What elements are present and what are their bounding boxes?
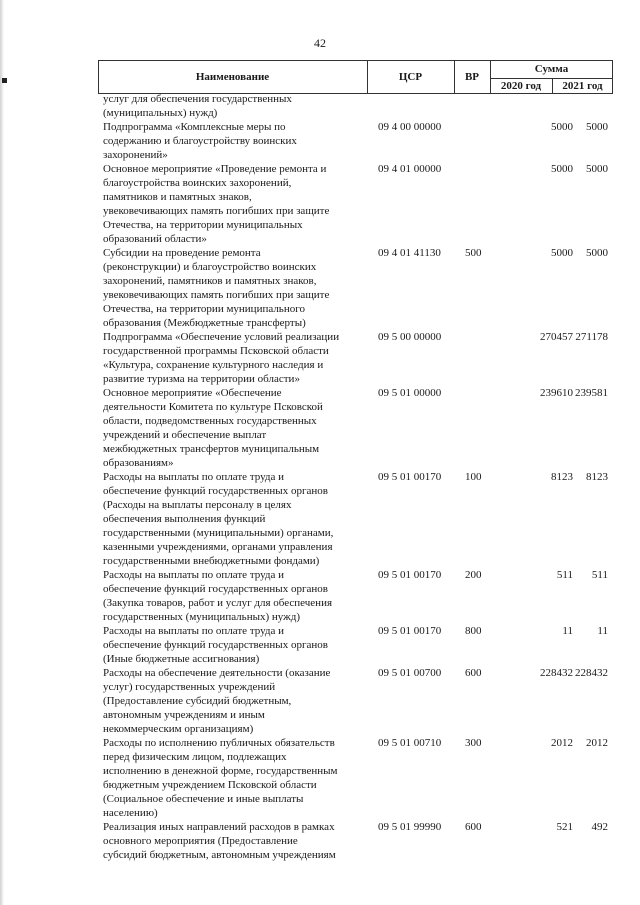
row-csr: 09 5 00 00000 — [378, 331, 442, 343]
row-name-line: государственной программы Псковской области — [103, 345, 329, 357]
row-name — [103, 330, 361, 386]
row-name-line: увековечивающих память погибших при защите — [103, 289, 330, 301]
scan-edge — [0, 0, 4, 905]
row-sum-2021: 5000 — [586, 121, 608, 133]
row-name-line: развитие туризма на территории области» — [103, 373, 300, 385]
row-name-line: образований области» — [103, 233, 207, 245]
row-name-line: государственных (муниципальных) нужд) — [103, 611, 300, 623]
row-sum-2021: 228432 — [575, 667, 608, 679]
row-name-line: субсидий бюджетным, автономным учреждениям — [103, 849, 336, 861]
row-vr: 500 — [465, 247, 482, 259]
row-name-line: захоронений» — [103, 149, 168, 161]
row-name — [103, 246, 361, 330]
row-sum-2020: 8123 — [551, 471, 573, 483]
row-name-line: (Закупка товаров, работ и услуг для обеспечения — [103, 597, 333, 609]
header-vr: ВР — [464, 71, 480, 83]
row-name-line: исполнению в денежной форме, государственным — [103, 765, 338, 777]
row-sum-2021: 5000 — [586, 247, 608, 259]
row-csr: 09 5 01 00000 — [378, 387, 442, 399]
row-sum-2020: 239610 — [540, 387, 573, 399]
row-csr: 09 4 01 41130 — [378, 247, 441, 259]
row-sum-2021: 8123 — [586, 471, 608, 483]
row-name-line: образования (Межбюджетные трансферты) — [103, 317, 306, 329]
row-name-line: области, подведомственных государственных — [103, 415, 317, 427]
row-csr: 09 5 01 99990 — [378, 821, 442, 833]
row-sum-2020: 5000 — [551, 247, 573, 259]
row-vr: 600 — [465, 667, 482, 679]
row-name-line: учреждений и обеспечение выплат — [103, 429, 267, 441]
row-name-line: Расходы на выплаты по оплате труда и — [103, 625, 285, 637]
row-name-line: населению) — [103, 807, 158, 819]
header-name: Наименование — [195, 71, 270, 83]
row-name-line: Отечества, на территории муниципального — [103, 303, 305, 315]
row-name — [103, 666, 361, 736]
row-sum-2020: 5000 — [551, 163, 573, 175]
page-number: 42 — [314, 36, 326, 50]
row-name-line: образованиям» — [103, 457, 174, 469]
row-sum-2021: 239581 — [575, 387, 608, 399]
row-sum-2021: 11 — [597, 625, 608, 637]
row-sum-2021: 2012 — [586, 737, 608, 749]
row-name-line: казенными учреждениями, органами управления — [103, 541, 333, 553]
row-csr: 09 5 01 00170 — [378, 471, 442, 483]
row-name-line: Расходы по исполнению публичных обязательств — [103, 737, 335, 749]
row-csr: 09 5 01 00170 — [378, 569, 442, 581]
row-sum-2020: 270457 — [540, 331, 573, 343]
row-sum-2021: 511 — [591, 569, 608, 581]
row-csr: 09 5 01 00700 — [378, 667, 442, 679]
row-name — [103, 120, 361, 162]
row-vr: 600 — [465, 821, 482, 833]
row-sum-2021: 5000 — [586, 163, 608, 175]
header-csr: ЦСР — [398, 71, 423, 83]
row-name — [103, 92, 361, 120]
row-name-line: благоустройства воинских захоронений, — [103, 177, 292, 189]
row-name-line: Подпрограмма «Обеспечение условий реализации — [103, 331, 340, 343]
row-name-line: деятельности Комитета по культуре Псковской — [103, 401, 323, 413]
row-name-line: межбюджетных трансфертов муниципальным — [103, 443, 320, 455]
row-name-line: автономным учреждениям и иным — [103, 709, 265, 721]
row-csr: 09 4 01 00000 — [378, 163, 442, 175]
row-sum-2020: 228432 — [540, 667, 573, 679]
row-name-line: услуг) государственных учреждений — [103, 681, 276, 693]
row-name-line: увековечивающих память погибших при защите — [103, 205, 330, 217]
header-sum: Сумма — [534, 63, 569, 75]
row-name-line: Расходы на выплаты по оплате труда и — [103, 569, 285, 581]
row-name — [103, 736, 361, 820]
row-name-line: государственными внебюджетными фондами) — [103, 555, 320, 567]
row-name-line: перед физическим лицом, подлежащих — [103, 751, 287, 763]
header-year-2021: 2021 год — [562, 80, 603, 92]
row-csr: 09 5 01 00710 — [378, 737, 442, 749]
row-name-line: обеспечение функций государственных органов — [103, 485, 328, 497]
row-sum-2020: 11 — [562, 625, 573, 637]
row-name-line: «Культура, сохранение культурного наследия и — [103, 359, 324, 371]
row-vr: 300 — [465, 737, 482, 749]
row-name-line: обеспечения выполнения функций — [103, 513, 266, 525]
row-name-line: (Иные бюджетные ассигнования) — [103, 653, 260, 665]
row-name-line: захоронений, памятников и памятных знаков, — [103, 275, 317, 287]
row-name-line: содержанию и благоустройству воинских — [103, 135, 297, 147]
table-header — [98, 60, 613, 94]
row-name-line: обеспечение функций государственных органов — [103, 583, 328, 595]
row-sum-2020: 521 — [556, 821, 573, 833]
row-name — [103, 624, 361, 666]
row-name-line: (муниципальных) нужд) — [103, 107, 218, 119]
row-name-line: Основное мероприятие «Проведение ремонта и — [103, 163, 327, 175]
row-name-line: обеспечение функций государственных органов — [103, 639, 328, 651]
row-sum-2021: 492 — [591, 821, 608, 833]
row-name-line: бюджетным учреждением Псковской области — [103, 779, 317, 791]
row-vr: 200 — [465, 569, 482, 581]
header-year-2020: 2020 год — [500, 80, 542, 92]
row-vr: 100 — [465, 471, 482, 483]
row-name-line: основного мероприятия (Предоставление — [103, 835, 298, 847]
row-name-line: государственными (муниципальными) органами, — [103, 527, 334, 539]
row-sum-2020: 5000 — [551, 121, 573, 133]
scan-mark — [2, 78, 7, 83]
row-name — [103, 386, 361, 470]
row-name-line: (реконструкции) и благоустройство воинских — [103, 261, 317, 273]
row-name — [103, 162, 361, 246]
row-name-line: услуг для обеспечения государственных — [103, 93, 292, 105]
row-name-line: Расходы на выплаты по оплате труда и — [103, 471, 285, 483]
row-csr: 09 4 00 00000 — [378, 121, 442, 133]
row-name — [103, 568, 361, 624]
row-name-line: Отечества, на территории муниципальных — [103, 219, 303, 231]
row-name — [103, 470, 361, 568]
row-name-line: (Социальное обеспечение и иные выплаты — [103, 793, 304, 805]
row-sum-2020: 511 — [556, 569, 573, 581]
row-name-line: (Предоставление субсидий бюджетным, — [103, 695, 292, 707]
row-vr: 800 — [465, 625, 482, 637]
sum-subheader-rule — [490, 78, 613, 79]
row-sum-2021: 271178 — [575, 331, 608, 343]
header-top-rule — [98, 60, 613, 61]
row-sum-2020: 2012 — [551, 737, 573, 749]
row-name-line: Расходы на обеспечение деятельности (оказание — [103, 667, 331, 679]
row-name-line: памятников и памятных знаков, — [103, 191, 252, 203]
row-name-line: Реализация иных направлений расходов в рамках — [103, 821, 335, 833]
row-name-line: (Расходы на выплаты персоналу в целях — [103, 499, 292, 511]
row-name-line: некоммерческим организациям) — [103, 723, 254, 735]
row-name — [103, 820, 361, 862]
row-csr: 09 5 01 00170 — [378, 625, 442, 637]
row-name-line: Субсидии на проведение ремонта — [103, 247, 261, 259]
row-name-line: Подпрограмма «Комплексные меры по — [103, 121, 286, 133]
row-name-line: Основное мероприятие «Обеспечение — [103, 387, 282, 399]
